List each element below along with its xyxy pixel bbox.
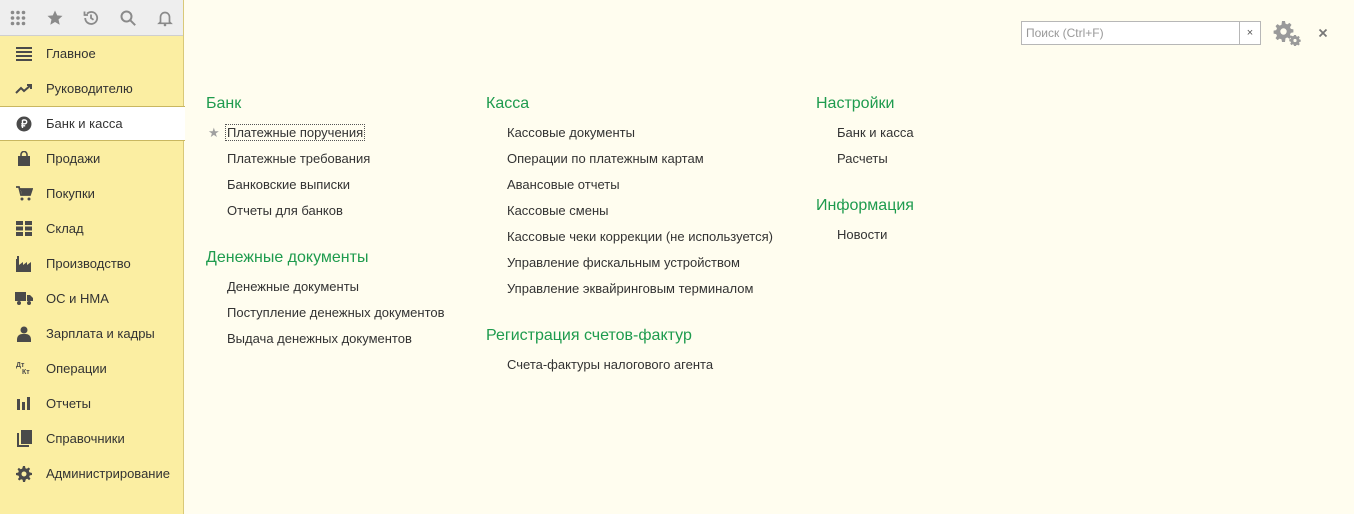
debit-credit-icon (15, 360, 33, 378)
sidebar-item-salary-hr[interactable] (0, 316, 183, 351)
link-bank-reports[interactable]: Отчеты для банков (227, 203, 343, 218)
group-title-cash: Касса (486, 95, 530, 112)
shopping-cart-icon (15, 185, 33, 203)
close-icon[interactable] (1315, 25, 1331, 41)
sidebar-item-operations[interactable] (0, 351, 183, 386)
group-title-invoices: Регистрация счетов-фактур (486, 327, 692, 344)
sidebar-item-warehouse[interactable] (0, 211, 183, 246)
sidebar-item-references[interactable] (0, 421, 183, 456)
bar-chart-icon (15, 395, 33, 413)
apps-grid-icon[interactable] (0, 0, 37, 36)
sidebar-item-administration[interactable] (0, 456, 183, 491)
link-settings-settlements[interactable]: Расчеты (837, 151, 888, 166)
history-icon[interactable] (73, 0, 110, 36)
debit-label: Дт (16, 361, 25, 369)
sidebar-item-reports[interactable] (0, 386, 183, 421)
favorite-star-icon[interactable]: ★ (208, 125, 220, 140)
sidebar-item-label: Зарплата и кадры (46, 326, 155, 341)
link-settings-bank-cash[interactable]: Банк и касса (837, 125, 914, 140)
link-payment-requests[interactable]: Платежные требования (227, 151, 371, 166)
sidebar-item-production[interactable] (0, 246, 183, 281)
link-bank-statements[interactable]: Банковские выписки (227, 177, 351, 192)
sidebar-item-label: Администрирование (46, 466, 170, 481)
sidebar-item-label: Справочники (46, 431, 125, 446)
sidebar-item-fixed-assets[interactable] (0, 281, 183, 316)
menu-lines-icon (15, 45, 33, 63)
sidebar-item-label: Главное (46, 46, 96, 61)
group-title-money-docs: Денежные документы (206, 249, 369, 266)
link-money-docs-issue[interactable]: Выдача денежных документов (227, 331, 412, 346)
shopping-bag-icon (15, 150, 33, 168)
sidebar-item-label: Операции (46, 361, 107, 376)
link-cash-shifts[interactable]: Кассовые смены (507, 203, 609, 218)
sidebar-item-purchases[interactable] (0, 176, 183, 211)
sidebar-toolbar (0, 0, 183, 36)
group-title-information: Информация (816, 197, 914, 214)
column-bank (206, 93, 445, 355)
sidebar-item-label: Покупки (46, 186, 95, 201)
group-title-bank: Банк (206, 95, 242, 112)
person-icon (15, 325, 33, 343)
truck-icon (15, 290, 33, 308)
sidebar-item-sales[interactable] (0, 141, 183, 176)
link-tax-agent-invoices[interactable]: Счета-фактуры налогового агента (507, 357, 714, 372)
warehouse-grid-icon (15, 220, 33, 238)
group-gap (816, 175, 914, 195)
sidebar-item-label: Банк и касса (46, 116, 123, 131)
link-payment-orders[interactable] (206, 123, 445, 149)
link-money-docs-receipt[interactable]: Поступление денежных документов (227, 305, 445, 320)
search-box (1021, 21, 1261, 45)
sidebar-item-label: Руководителю (46, 81, 133, 96)
clear-search-button[interactable]: × (1239, 22, 1260, 44)
credit-label: Кт (22, 368, 30, 376)
gear-icon (15, 465, 33, 483)
sidebar-item-label: Отчеты (46, 396, 91, 411)
sidebar-item-label: Продажи (46, 151, 101, 166)
sidebar-item-label: Производство (46, 256, 131, 271)
search-input[interactable] (1022, 22, 1239, 44)
sidebar-item-bank-cash[interactable] (0, 106, 185, 141)
sidebar-item-label: ОС и НМА (46, 291, 109, 306)
favorites-star-icon[interactable] (37, 0, 74, 36)
group-gap (206, 227, 445, 247)
group-title-settings: Настройки (816, 95, 895, 112)
link-fiscal-device[interactable]: Управление фискальным устройством (507, 255, 740, 270)
link-advance-reports[interactable]: Авансовые отчеты (507, 177, 620, 192)
notifications-bell-icon[interactable] (146, 0, 183, 36)
link-acquiring-terminal[interactable]: Управление эквайринговым терминалом (507, 281, 754, 296)
link-cash-docs[interactable]: Кассовые документы (507, 125, 635, 140)
link-correction-receipts[interactable]: Кассовые чеки коррекции (не используется) (507, 229, 773, 244)
link-news[interactable]: Новости (837, 227, 888, 242)
sidebar-item-manager[interactable] (0, 71, 183, 106)
books-icon (15, 430, 33, 448)
search-icon[interactable] (110, 0, 147, 36)
factory-icon (15, 255, 33, 273)
column-settings (816, 93, 914, 251)
group-gap (486, 305, 773, 325)
link-card-operations[interactable]: Операции по платежным картам (507, 151, 704, 166)
column-cash (486, 93, 773, 381)
link-money-docs[interactable]: Денежные документы (227, 279, 360, 294)
sidebar-item-label: Склад (46, 221, 84, 236)
trend-chart-icon (15, 80, 33, 98)
sidebar (0, 0, 184, 514)
ruble-coin-icon (15, 115, 33, 133)
settings-gear-icon[interactable] (1273, 20, 1301, 46)
link-label: Платежные поручения (227, 125, 364, 140)
sidebar-item-main[interactable] (0, 36, 183, 71)
